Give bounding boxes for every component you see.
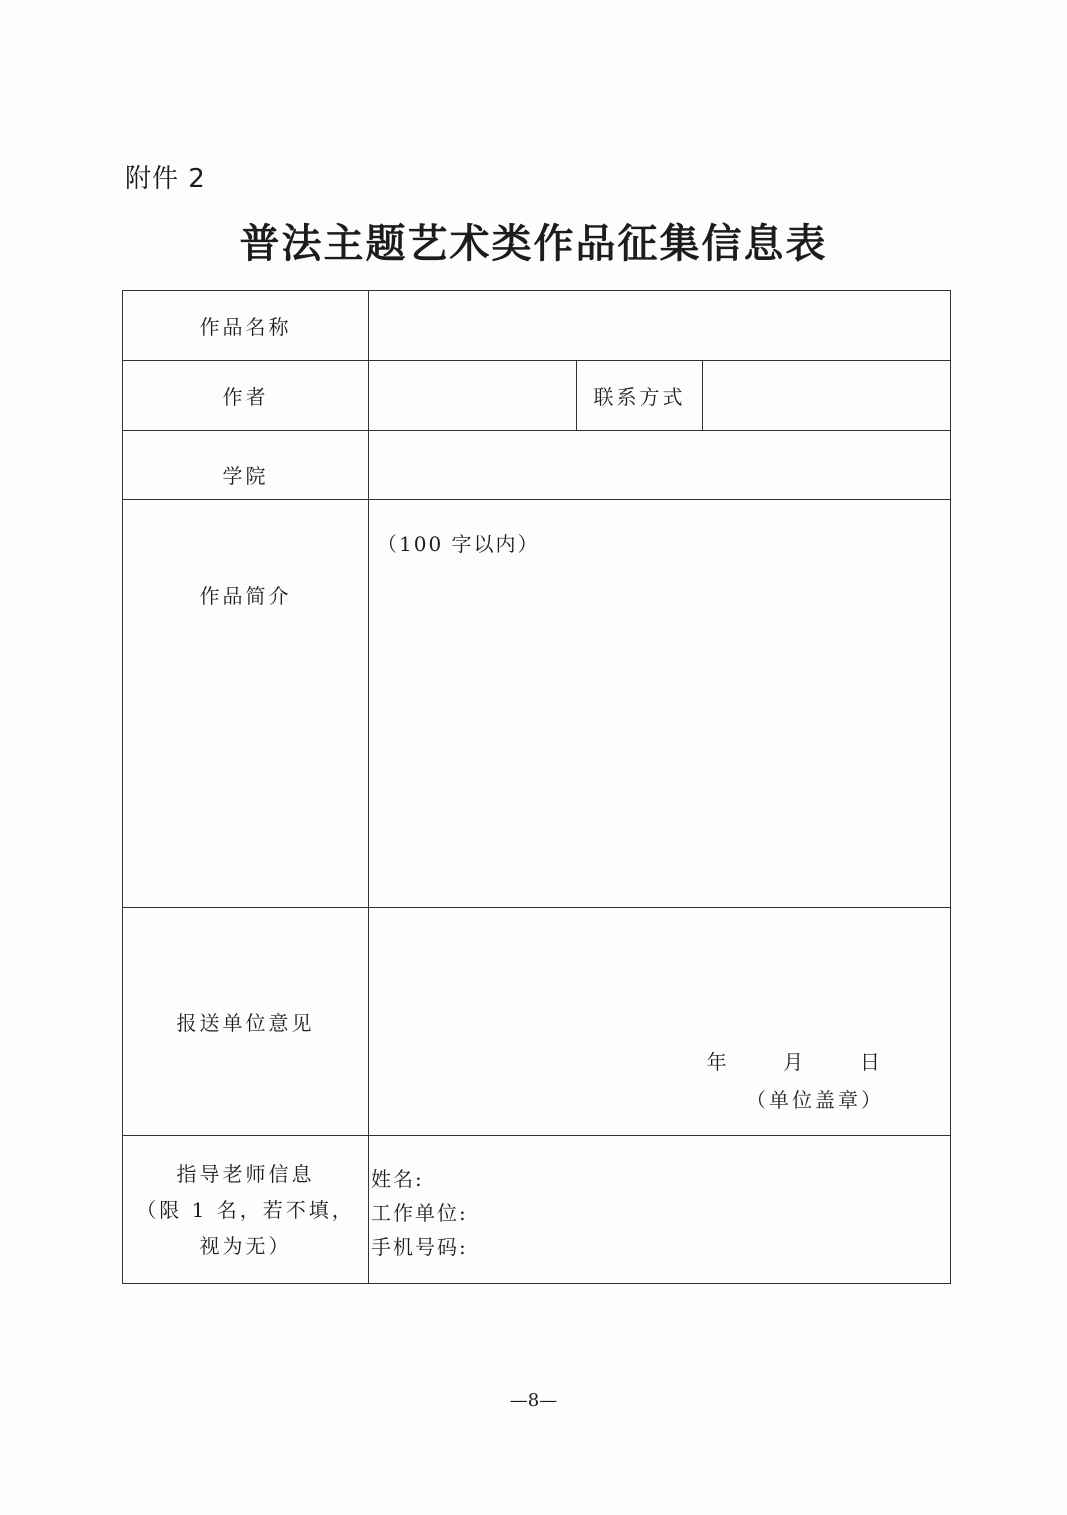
work-name-field[interactable] xyxy=(369,291,951,361)
teacher-phone-label: 手机号码: xyxy=(371,1235,468,1259)
opinion-label: 报送单位意见 xyxy=(123,908,369,1136)
teacher-label-line2: （限 1 名，若不填， xyxy=(136,1197,355,1222)
row-intro xyxy=(123,500,951,908)
seal-note: （单位盖章） xyxy=(746,1088,885,1112)
form-title: 普法主题艺术类作品征集信息表 xyxy=(239,220,828,267)
row-author xyxy=(123,361,951,431)
date-year: 年 xyxy=(706,1050,729,1074)
teacher-label-line3: 视为无） xyxy=(199,1233,292,1258)
college-field[interactable] xyxy=(369,431,951,500)
intro-note: （100 字以内） xyxy=(377,532,540,556)
contact-field[interactable] xyxy=(703,361,951,431)
page-number: —8— xyxy=(509,1390,558,1411)
date-month: 月 xyxy=(783,1050,806,1074)
date-line xyxy=(707,1046,882,1075)
opinion-field[interactable] xyxy=(369,908,951,1136)
row-college xyxy=(123,431,951,500)
author-field[interactable] xyxy=(369,361,577,431)
info-form-table xyxy=(122,290,951,1284)
teacher-label-line1: 指导老师信息 xyxy=(176,1161,315,1186)
work-name-label: 作品名称 xyxy=(123,291,369,361)
row-work-name xyxy=(123,291,951,361)
intro-label-cell xyxy=(123,500,369,908)
college-label: 学院 xyxy=(123,431,369,500)
row-teacher xyxy=(123,1136,951,1284)
intro-field[interactable] xyxy=(369,500,951,908)
author-label: 作者 xyxy=(123,361,369,431)
teacher-name-label: 姓名: xyxy=(371,1167,424,1191)
date-day: 日 xyxy=(860,1050,883,1074)
row-opinion xyxy=(123,908,951,1136)
attachment-label: 附件 2 xyxy=(125,164,206,194)
teacher-label-cell xyxy=(123,1136,369,1284)
contact-label: 联系方式 xyxy=(577,361,703,431)
teacher-unit-label: 工作单位: xyxy=(371,1201,468,1225)
teacher-info-field[interactable] xyxy=(369,1136,951,1284)
intro-label: 作品简介 xyxy=(199,584,292,608)
